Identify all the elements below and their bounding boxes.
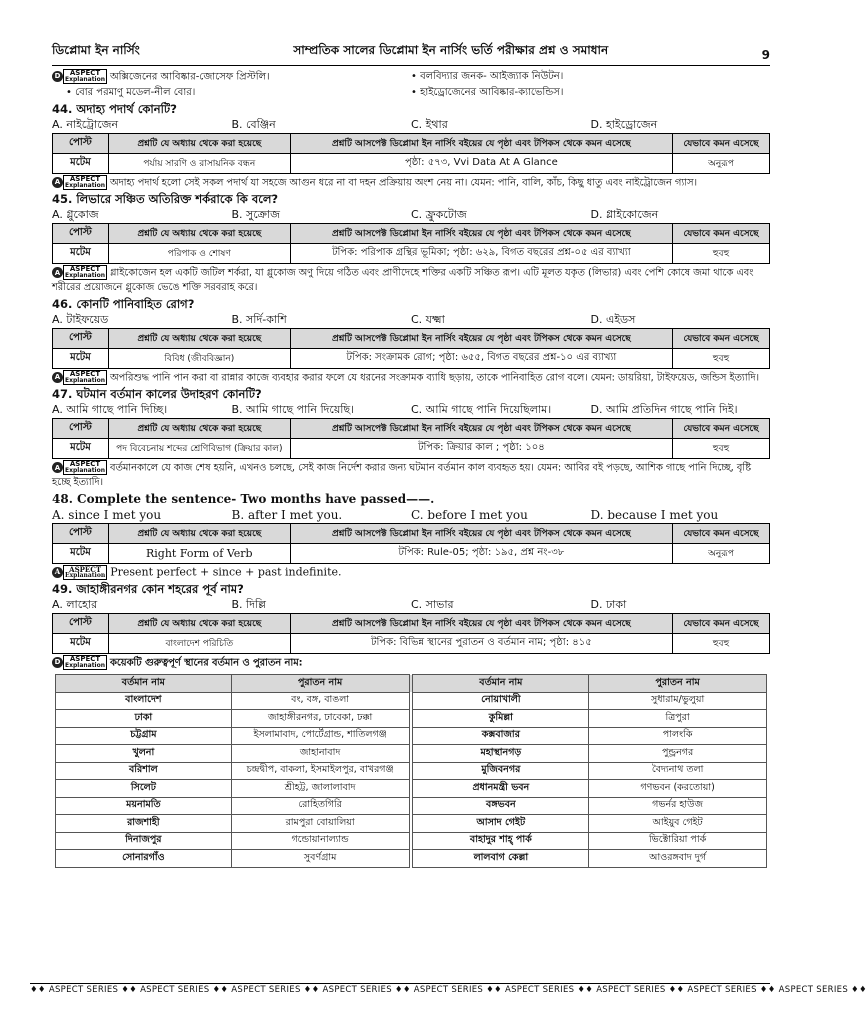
names-cell: মুজিবনগর	[413, 762, 589, 780]
col-chapter-header: প্রশ্নটি যে অধ্যায় থেকে করা হয়েছে	[108, 419, 290, 439]
names-header-cell: পুরাতন নাম	[589, 675, 767, 693]
source-table	[52, 223, 770, 264]
source-table	[52, 523, 770, 564]
names-cell: চন্দ্রদ্বীপ, বাকলা, ইসমাইলপুর, বাখরগঞ্জ	[231, 762, 409, 780]
names-cell: নোয়াখালী	[413, 692, 589, 710]
question-text: 47. ঘটমান বর্তমান কালের উদাহরণ কোনটি?	[52, 387, 262, 401]
fact-item: • হাইড্রোজেনের আবিষ্কার-ক্যাভেন্ডিস।	[411, 85, 770, 100]
col-chapter-header: প্রশ্নটি যে অধ্যায় থেকে করা হয়েছে	[108, 523, 290, 543]
names-cell: জাহাঙ্গীরনগর, ঢাবেকা, ঢক্কা	[231, 710, 409, 728]
option-a: A. আমি গাছে পানি দিচ্ছি।	[52, 403, 168, 416]
header-left: ডিপ্লোমা ইন নার্সিং	[52, 43, 140, 57]
col-source-header: প্রশ্নটি আসপেক্ট ডিপ্লোমা ইন নার্সিং বইয়ের যে পৃষ্ঠা এবং টপিকস থেকে কমন এসেছে	[290, 133, 672, 153]
names-cell: ইসলামাবাদ, পোর্টেগ্রান্ড, শাতিলগঞ্জ	[231, 727, 409, 745]
names-cell: বাংলাদেশ	[56, 692, 232, 710]
names-cell: কক্সবাজার	[413, 727, 589, 745]
col-common-header: যেভাবে কমন এসেছে	[673, 613, 770, 633]
explanation: D ASPECT Explanation কয়েকটি গুরুত্বপূর্ণ স্থানের বর্তমান ও পুরাতন নাম:	[52, 655, 770, 671]
source-cell: টপিক: সংক্রামক রোগ; পৃষ্ঠা: ৬৫৫, বিগত বছরের প্রশ্ন-১০ এর ব্যাখ্যা	[290, 348, 672, 368]
source-table	[52, 328, 770, 369]
col-common-header: যেভাবে কমন এসেছে	[673, 523, 770, 543]
page-header	[52, 40, 770, 66]
names-cell: খুলনা	[56, 745, 232, 763]
names-cell: কুমিল্লা	[413, 710, 589, 728]
names-header-cell: বর্তমান নাম	[56, 675, 232, 693]
aspect-explanation-icon: A ASPECT Explanation	[52, 565, 107, 580]
question-text: 45. লিভারে সঞ্চিত অতিরিক্ত শর্করাকে কি বলে?	[52, 192, 279, 206]
names-cell: প্রধানমন্ত্রী ভবন	[413, 780, 589, 798]
col-chapter-header: প্রশ্নটি যে অধ্যায় থেকে করা হয়েছে	[108, 328, 290, 348]
names-cell: সুধারাম/ভুলুয়া	[589, 692, 767, 710]
chapter-cell: পরিপাক ও শোষণ	[108, 244, 290, 264]
option-a: A. since I met you	[52, 507, 162, 522]
names-cell: সোনারগাঁও	[56, 850, 232, 868]
names-header-cell: বর্তমান নাম	[413, 675, 589, 693]
col-common-header: যেভাবে কমন এসেছে	[673, 224, 770, 244]
common-cell: হুবহু	[673, 348, 770, 368]
options-row	[52, 312, 770, 328]
post-label: পোস্ট	[53, 328, 109, 348]
question-text: 49. জাহাঙ্গীরনগর কোন শহরের পূর্ব নাম?	[52, 581, 244, 596]
option-d: D. হাইড্রোজেন	[590, 117, 658, 131]
names-cell: ঢাকা	[56, 710, 232, 728]
names-cell: বরিশাল	[56, 762, 232, 780]
option-c: C. আমি গাছে পানি দিয়েছিলাম।	[411, 403, 552, 416]
option-c: C. যক্ষ্মা	[411, 312, 445, 326]
names-cell: জাহানাবাদ	[231, 745, 409, 763]
explanation: A ASPECT Explanation অপরিশুদ্ধ পানি পান করা বা রান্নার কাজে ব্যবহার করার ফলে যে ধরনের সংক্রামক ব্যাধি ছড়ায়, তাকে পানিবাহিত রোগ বলে। যেমন: ডায়রিয়া, টাইফয়েড, জন্ডিস ইত্যাদি।	[52, 370, 770, 386]
fact-item: • বলবিদ্যার জনক- আইজ্যাক নিউটন।	[411, 69, 770, 85]
page	[52, 40, 770, 1000]
names-cell: পুন্ড্রনগর	[589, 745, 767, 763]
col-chapter-header: প্রশ্নটি যে অধ্যায় থেকে করা হয়েছে	[108, 613, 290, 633]
option-d: D. because I met you	[590, 507, 719, 522]
option-b: B. দিল্লি	[231, 597, 266, 611]
source-cell: টপিক: Rule-05; পৃষ্ঠা: ১৯৫, প্রশ্ন নং-৩৮	[290, 543, 672, 563]
option-b: B. আমি গাছে পানি দিয়েছি।	[231, 403, 355, 416]
names-cell: চট্টগ্রাম	[56, 727, 232, 745]
question-block	[52, 296, 770, 386]
explanation: A ASPECT Explanation গ্লাইকোজেন হল একটি জটিল শর্করা, যা গ্লুকোজ অণু দিয়ে গঠিত এবং প্রাণীদেহে শক্তির একটি সঞ্চিত রূপ। এটি মূলত যকৃত (লিভার) এবং পেশি কোষে জমা থাকে এবং শরীরের প্রয়োজনে গ্লুকোজ ভেঙে শক্তি সরবরাহ করে।	[52, 265, 754, 293]
names-cell: বাহাদুর শাহ্ পার্ক	[413, 832, 589, 850]
option-c: C. ফ্রুকটোজ	[411, 208, 467, 221]
page-number: 9	[761, 48, 770, 62]
question-text: 48. Complete the sentence- Two months have passed——.	[52, 491, 435, 506]
question-block	[52, 191, 770, 295]
row-label: মটেম	[53, 348, 109, 368]
post-label: পোস্ট	[53, 613, 109, 633]
names-cell: আসাদ গেইট	[413, 815, 589, 833]
source-table	[52, 133, 770, 174]
aspect-explanation-icon: A ASPECT Explanation	[52, 460, 107, 475]
table-row	[56, 815, 767, 833]
names-cell: ময়নামতি	[56, 797, 232, 815]
options-row	[52, 207, 770, 223]
aspect-explanation-icon: A ASPECT Explanation	[52, 265, 107, 280]
names-cell: ত্রিপুরা	[589, 710, 767, 728]
names-cell: গন্ডোয়ানাল্যান্ড	[231, 832, 409, 850]
option-b: B. বেঞ্জিন	[231, 117, 276, 131]
option-d: D. গ্লাইকোজেন	[590, 208, 659, 221]
post-label: পোস্ট	[53, 224, 109, 244]
option-a: A. গ্লুকোজ	[52, 208, 99, 221]
names-cell: লালবাগ কেল্লা	[413, 850, 589, 868]
questions-list	[52, 101, 770, 671]
source-table	[52, 613, 770, 654]
options-row	[52, 507, 770, 523]
option-d: D. ঢাকা	[590, 597, 627, 611]
chapter-cell: পর্যায় সারণি ও রাসায়নিক বন্ধন	[108, 153, 290, 173]
option-d: D. আমি প্রতিদিন গাছে পানি দিই।	[590, 403, 738, 416]
fact-item: D ASPECT Explanation অক্সিজেনের আবিষ্কার-জোসেফ প্রিস্টলি।	[52, 69, 411, 85]
common-cell: হুবহু	[673, 244, 770, 264]
row-label: মটেম	[53, 153, 109, 173]
col-source-header: প্রশ্নটি আসপেক্ট ডিপ্লোমা ইন নার্সিং বইয়ের যে পৃষ্ঠা এবং টপিকস থেকে কমন এসেছে	[290, 613, 672, 633]
names-cell: রোহিতগিরি	[231, 797, 409, 815]
question-text: 44. অদাহ্য পদার্থ কোনটি?	[52, 101, 177, 116]
explanation: A ASPECT Explanation বর্তমানকালে যে কাজ শেষ হয়নি, এখনও চলছে, সেই কাজ নির্দেশ করার জন্য ঘটমান বর্তমান কাল ব্যবহৃত হয়। যেমন: আবির বই পড়ছে, আশিক গাছে পানি দিচ্ছে, বৃষ্টি হচ্ছে ইত্যাদি।	[52, 460, 751, 488]
question-block	[52, 101, 770, 191]
common-cell: অনুরূপ	[673, 153, 770, 173]
names-cell: শ্রীহট্ট, জালালাবাদ	[231, 780, 409, 798]
source-table	[52, 418, 770, 459]
option-a: A. টাইফয়েড	[52, 312, 109, 326]
source-cell: পৃষ্ঠা: ৫৭৩, Vvi Data At A Glance	[290, 153, 672, 173]
col-source-header: প্রশ্নটি আসপেক্ট ডিপ্লোমা ইন নার্সিং বইয়ের যে পৃষ্ঠা এবং টপিকস থেকে কমন এসেছে	[290, 224, 672, 244]
names-cell: মহাস্থানগড়	[413, 745, 589, 763]
chapter-cell: বিবিধ (জীববিজ্ঞান)	[108, 348, 290, 368]
table-row	[56, 727, 767, 745]
question-text: 46. কোনটি পানিবাহিত রোগ?	[52, 296, 195, 311]
names-cell: দিনাজপুর	[56, 832, 232, 850]
option-c: C. সাভার	[411, 597, 454, 611]
source-cell: টপিক: ক্রিয়ার কাল ; পৃষ্ঠা: ১০৪	[290, 439, 672, 459]
options-row	[52, 117, 770, 133]
col-source-header: প্রশ্নটি আসপেক্ট ডিপ্লোমা ইন নার্সিং বইয়ের যে পৃষ্ঠা এবং টপিকস থেকে কমন এসেছে	[290, 419, 672, 439]
explanation: A ASPECT Explanation Present perfect + since + past indefinite.	[52, 565, 770, 580]
col-common-header: যেভাবে কমন এসেছে	[673, 328, 770, 348]
chapter-cell: Right Form of Verb	[108, 543, 290, 563]
options-row	[52, 597, 770, 613]
row-label: মটেম	[53, 244, 109, 264]
table-row	[56, 692, 767, 710]
row-label: মটেম	[53, 439, 109, 459]
row-label: মটেম	[53, 633, 109, 653]
option-b: B. সুক্রোজ	[231, 208, 280, 221]
explanation: A ASPECT Explanation অদাহ্য পদার্থ হলো সেই সকল পদার্থ যা সহজে আগুন ধরে না বা দহন প্রক্রিয়ায় অংশ নেয় না। যেমন: পানি, বালি, কাঁচ, কিছু ধাতু এবং নাইট্রোজেন গ্যাস।	[52, 175, 770, 191]
option-d: D. এইডস	[590, 312, 636, 326]
names-cell: সুবর্ণগ্রাম	[231, 850, 409, 868]
fact-item: • বোর পরমাণু মডেল-নীল বোর।	[52, 85, 411, 100]
source-cell: টপিক: বিভিন্ন স্থানের পুরাতন ও বর্তমান নাম; পৃষ্ঠা: ৪১৫	[290, 633, 672, 653]
option-a: A. নাইট্রোজেন	[52, 117, 119, 131]
option-c: C. ইথার	[411, 117, 448, 131]
header-title: সাম্প্রতিক সালের ডিপ্লোমা ইন নার্সিং ভর্তি পরীক্ষার প্রশ্ন ও সমাধান	[293, 43, 609, 57]
names-cell: পালংকি	[589, 727, 767, 745]
col-source-header: প্রশ্নটি আসপেক্ট ডিপ্লোমা ইন নার্সিং বইয়ের যে পৃষ্ঠা এবং টপিকস থেকে কমন এসেছে	[290, 328, 672, 348]
names-cell: বৈদ্যনাথ তলা	[589, 762, 767, 780]
post-label: পোস্ট	[53, 133, 109, 153]
names-cell: বঙ্গভবন	[413, 797, 589, 815]
question-block	[52, 386, 770, 490]
chapter-cell: পদ বিবেচনায় শব্দের শ্রেণিবিভাগ (ক্রিয়ার কাল)	[108, 439, 290, 459]
d-badge-icon: D ASPECT Explanation	[52, 69, 107, 84]
table-row	[56, 850, 767, 868]
common-cell: অনুরূপ	[673, 543, 770, 563]
col-common-header: যেভাবে কমন এসেছে	[673, 133, 770, 153]
place-names-table	[55, 674, 767, 868]
question-block	[52, 491, 770, 580]
names-cell: সিলেট	[56, 780, 232, 798]
col-source-header: প্রশ্নটি আসপেক্ট ডিপ্লোমা ইন নার্সিং বইয়ের যে পৃষ্ঠা এবং টপিকস থেকে কমন এসেছে	[290, 523, 672, 543]
col-chapter-header: প্রশ্নটি যে অধ্যায় থেকে করা হয়েছে	[108, 224, 290, 244]
table-row	[56, 710, 767, 728]
row-label: মটেম	[53, 543, 109, 563]
col-common-header: যেভাবে কমন এসেছে	[673, 419, 770, 439]
post-label: পোস্ট	[53, 419, 109, 439]
common-cell: হুবহু	[673, 439, 770, 459]
names-header-cell: পুরাতন নাম	[231, 675, 409, 693]
post-label: পোস্ট	[53, 523, 109, 543]
question-block	[52, 581, 770, 671]
names-cell: আইয়ুব গেইট	[589, 815, 767, 833]
table-row	[56, 832, 767, 850]
names-cell: গভর্নর হাউজ	[589, 797, 767, 815]
option-b: B. সর্দি-কাশি	[231, 312, 287, 326]
names-cell: ভিক্টোরিয়া পার্ক	[589, 832, 767, 850]
option-b: B. after I met you.	[231, 507, 343, 522]
names-cell: রাজশাহী	[56, 815, 232, 833]
option-c: C. before I met you	[411, 507, 528, 522]
names-cell: গণভবন (করতোয়া)	[589, 780, 767, 798]
aspect-explanation-icon: D ASPECT Explanation	[52, 655, 107, 670]
aspect-explanation-icon: A ASPECT Explanation	[52, 370, 107, 385]
option-a: A. লাহোর	[52, 597, 98, 611]
chapter-cell: বাংলাদেশ পরিচিতি	[108, 633, 290, 653]
table-row	[56, 762, 767, 780]
names-cell: বং, বঙ্গ, বাঙলা	[231, 692, 409, 710]
table-row	[56, 745, 767, 763]
names-cell: আওরঙ্গবাদ দুর্গ	[589, 850, 767, 868]
footer-series: ♦♦ ASPECT SERIES ♦♦ ASPECT SERIES ♦♦ ASPECT SERIES ♦♦ ASPECT SERIES ♦♦ ASPECT SERIES ♦♦ ASPECT SERIES ♦♦ ASPECT SERIES ♦♦ ASPECT SERIES ♦♦ ASPECT SERIES ♦♦	[30, 985, 867, 995]
facts-block	[52, 69, 770, 100]
table-row	[56, 780, 767, 798]
col-chapter-header: প্রশ্নটি যে অধ্যায় থেকে করা হয়েছে	[108, 133, 290, 153]
aspect-explanation-icon: A ASPECT Explanation	[52, 175, 107, 190]
common-cell: হুবহু	[673, 633, 770, 653]
names-cell: রামপুরা বোয়ালিয়া	[231, 815, 409, 833]
table-row	[56, 797, 767, 815]
options-row	[52, 402, 770, 418]
source-cell: টপিক: পরিপাক গ্রন্থির ভূমিকা; পৃষ্ঠা: ৬২৯, বিগত বছরের প্রশ্ন-০৫ এর ব্যাখ্যা	[290, 244, 672, 264]
